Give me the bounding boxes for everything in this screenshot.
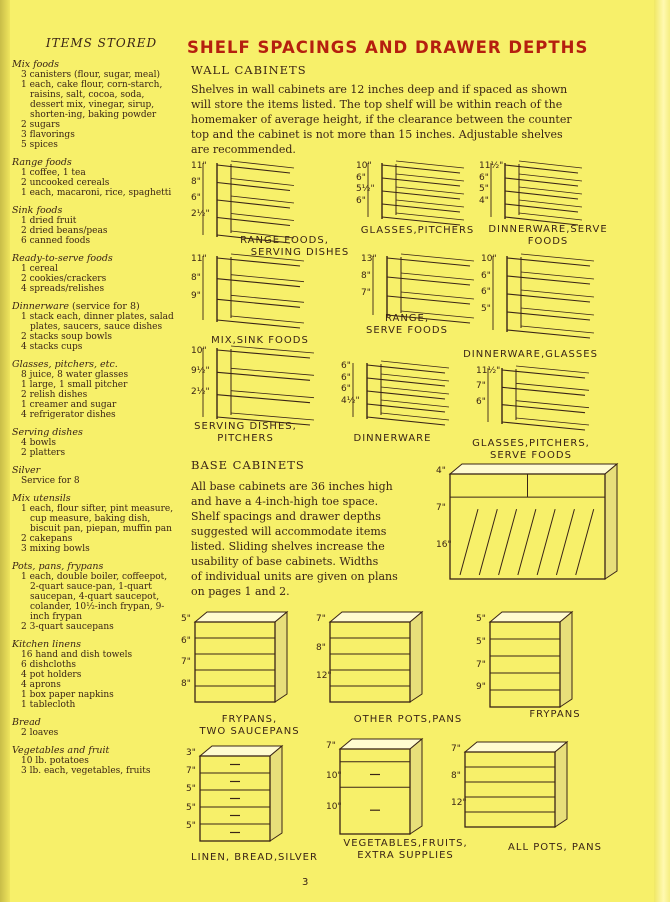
dimension-label: 5" [481, 303, 491, 314]
category-title-text: Kitchen linens [12, 639, 81, 650]
base-line: Shelf spacings and drawer depths [191, 510, 381, 523]
figure-caption: OTHER POTS,PANS [353, 714, 463, 725]
base-line: All base cabinets are 36 inches high [191, 480, 393, 493]
dimension-label: 11" [191, 161, 207, 171]
page-left-edge [0, 0, 10, 902]
page-number: 3 [302, 877, 309, 888]
dimension-label: 8" [361, 271, 371, 281]
wall-line: top and the cabinet is not more than 15 inches. Adjustable shelves [191, 128, 563, 141]
category-title [12, 359, 177, 370]
category-item: 2 uncooked cereals [21, 178, 110, 188]
dimension-label: 5" [186, 802, 196, 813]
dimension-label: 4" [479, 195, 489, 206]
base-cabinet-drawing [190, 742, 310, 859]
dimension-label: 8" [191, 177, 201, 187]
category-item: Service for 8 [21, 476, 80, 486]
dimension-label: 7" [361, 288, 371, 298]
category-item: 4 pot holders [21, 670, 82, 680]
category-item: 1 cereal [21, 264, 58, 274]
category-item: 1 large, 1 small pitcher [21, 380, 128, 390]
dimension-label: 6" [341, 372, 351, 383]
base-cabinet-drawing [330, 735, 450, 852]
category-item: 1 coffee, 1 tea [21, 168, 86, 178]
dimension-label: 4½" [341, 395, 360, 406]
figure-caption: VEGETABLES,FRUITS, [343, 838, 468, 849]
category-title [12, 561, 177, 572]
category-item: 1 tablecloth [21, 700, 76, 710]
wall-cabinet-drawing [195, 248, 310, 330]
category-item: 1 each, flour sifter, pint measure, cup measure, baking dish, biscuit pan, piepan, muffin pan [21, 504, 174, 534]
base-cabinet-drawing [320, 608, 450, 720]
wall-cabinet-drawing [345, 355, 455, 427]
dimension-label: 2½" [191, 209, 210, 219]
dimension-label: 10" [481, 254, 497, 264]
dimension-label: 11½" [479, 161, 504, 171]
dimension-label: 8" [181, 678, 191, 689]
figure-caption-line2: EXTRA SUPPLIES [357, 850, 454, 861]
dimension-label: 9" [476, 682, 486, 693]
dimension-label: 5" [186, 820, 196, 831]
category-item: 2 relish dishes [21, 390, 88, 400]
category [12, 427, 177, 458]
dimension-label: 10" [191, 346, 207, 356]
category-item: 2 platters [21, 448, 66, 458]
dimension-label: 10" [356, 161, 372, 171]
figure-caption: LINEN, BREAD,SILVER [191, 852, 318, 863]
page-title: SHELF SPACINGS AND DRAWER DEPTHS [187, 38, 589, 57]
category [12, 359, 177, 420]
dimension-label: 7" [476, 381, 486, 392]
dimension-label: 6" [356, 172, 366, 183]
figure-caption-line2: PITCHERS [217, 433, 274, 444]
dimension-label: 7" [326, 741, 336, 751]
page-right-edge [654, 0, 670, 902]
wall-line: homemaker of average height, if the clearance between the counter [191, 113, 572, 126]
category [12, 59, 177, 150]
dimension-label: 2½" [191, 386, 210, 397]
category-title [12, 301, 177, 312]
category-item: 3 canisters (flour, sugar, meal) [21, 70, 160, 80]
dimension-label: 7" [316, 614, 326, 624]
dimension-label: 11" [191, 254, 207, 264]
figure-caption: ALL POTS, PANS [508, 842, 602, 853]
category-item: 3 flavorings [21, 130, 75, 140]
figure-caption: GLASSES,PITCHERS, [472, 438, 590, 449]
category-item: 2 dried beans/peas [21, 226, 108, 236]
dimension-label: 16" [436, 540, 452, 550]
category-item: 4 spreads/relishes [21, 284, 105, 294]
figure-caption-line2: TWO SAUCEPANS [199, 726, 300, 737]
category [12, 465, 177, 486]
wall-line: are recommended. [191, 143, 296, 156]
category-item: 1 stack each, dinner plates, salad plates, saucers, sauce dishes [21, 312, 174, 332]
category-note: (service for 8) [69, 301, 140, 312]
figure-caption: DINNERWARE,GLASSES [463, 349, 598, 360]
category-item: 1 box paper napkins [21, 690, 114, 700]
dimension-label: 12" [316, 671, 332, 682]
category [12, 745, 177, 776]
category-item: 2 3-quart saucepans [21, 622, 114, 632]
category-title [12, 465, 177, 476]
category-item: 4 stacks cups [21, 342, 83, 352]
category-item: 4 aprons [21, 680, 61, 690]
dimension-label: 7" [181, 657, 191, 667]
wall-cabinet-drawing [195, 155, 300, 245]
category-title-text: Range foods [12, 157, 72, 168]
category-item: 4 bowls [21, 438, 56, 448]
category-item: 6 canned foods [21, 236, 91, 246]
category-title [12, 253, 177, 264]
category [12, 639, 177, 710]
wall-line: will store the items listed. The top shelf will be within reach of the [191, 98, 563, 111]
base-line: suggested will accommodate items [191, 525, 387, 538]
category-title [12, 427, 177, 438]
base-cabinets-text [191, 479, 411, 599]
dimension-label: 5" [476, 614, 486, 624]
dimension-label: 5½" [356, 184, 375, 194]
dimension-label: 6" [341, 361, 351, 371]
dimension-label: 7" [451, 744, 461, 754]
category-title [12, 717, 177, 728]
category-item: 2 sugars [21, 120, 61, 130]
category [12, 205, 177, 246]
category [12, 717, 177, 738]
category-title-text: Mix foods [12, 59, 60, 70]
figure-caption-line2: SERVE FOODS [490, 450, 572, 461]
dimension-label: 13" [361, 254, 377, 264]
dimension-label: 10" [326, 801, 342, 812]
dimension-label: 11½" [476, 366, 501, 376]
figure-caption-line2: SERVE FOODS [366, 325, 448, 336]
dimension-label: 5" [479, 184, 489, 194]
figure-caption: DINNERWARE,SERVE [488, 224, 608, 235]
base-cabinet-drawing [440, 460, 645, 597]
wall-cabinets-heading: WALL CABINETS [191, 63, 307, 77]
category-title [12, 493, 177, 504]
dimension-label: 6" [476, 396, 486, 407]
category [12, 157, 177, 198]
category-item: 2 loaves [21, 728, 59, 738]
category-title-text: Glasses, pitchers, etc. [12, 359, 118, 370]
category-item: 1 each, cake flour, corn-starch, raisins, salt, cocoa, soda, dessert mix, vinegar, sirup, shorten-ing, baking powder [21, 80, 163, 120]
category-item: 16 hand and dish towels [21, 650, 133, 660]
category [12, 301, 177, 352]
sidebar-title: ITEMS STORED [45, 36, 158, 50]
figure-caption-line2: FOODS [527, 236, 569, 247]
items-stored-sidebar [12, 36, 177, 783]
dimension-label: 5" [186, 784, 196, 795]
dimension-label: 6" [481, 270, 491, 281]
dimension-label: 5" [476, 636, 486, 647]
category-title [12, 157, 177, 168]
category-title-text: Pots, pans, frypans [12, 561, 104, 572]
base-line: of individual units are given on plans [191, 570, 398, 583]
figure-caption: MIX,SINK FOODS [211, 335, 309, 346]
dimension-label: 9½" [191, 366, 210, 377]
category-title [12, 745, 177, 756]
category-item: 2 cookies/crackers [21, 274, 107, 284]
base-cabinet-drawing [480, 608, 600, 725]
category-item: 4 refrigerator dishes [21, 410, 116, 420]
category-item: 5 spices [21, 140, 58, 150]
category-title-text: Dinnerware [12, 301, 70, 312]
dimension-label: 6" [341, 384, 351, 394]
category-item: 10 lb. potatoes [21, 756, 89, 766]
figure-caption: FRYPANS [529, 709, 581, 720]
dimension-label: 4" [436, 466, 446, 476]
dimension-label: 3" [186, 748, 196, 758]
category-title [12, 639, 177, 650]
category-item: 6 dishcloths [21, 660, 77, 670]
dimension-label: 8" [191, 272, 201, 283]
wall-cabinets-text [191, 82, 601, 157]
wall-cabinet-drawing [195, 340, 320, 427]
wall-line: Shelves in wall cabinets are 12 inches deep and if spaced as shown [191, 83, 568, 96]
category-title [12, 59, 177, 70]
dimension-label: 6" [479, 172, 489, 183]
base-cabinet-drawing [455, 738, 595, 845]
dimension-label: 6" [481, 287, 491, 297]
category-item: 3 lb. each, vegetables, fruits [21, 766, 151, 776]
category-item: 8 juice, 8 water glasses [21, 370, 129, 380]
category-title-text: Sink foods [12, 205, 63, 216]
category-list [12, 59, 177, 776]
category [12, 253, 177, 294]
dimension-label: 7" [476, 659, 486, 670]
dimension-label: 12" [451, 798, 467, 808]
category-title-text: Vegetables and fruit [12, 745, 110, 756]
figure-caption: FRYPANS, [221, 714, 278, 725]
figure-caption: SERVING DISHES [250, 247, 350, 258]
dimension-label: 8" [316, 642, 326, 653]
dimension-label: 10" [326, 771, 342, 782]
category-title-text: Bread [12, 717, 41, 728]
category-title [12, 205, 177, 216]
figure-caption: RANGE, [384, 313, 430, 324]
category-item: 1 each, macaroni, rice, spaghetti [21, 188, 172, 198]
wall-cabinet-drawing [360, 155, 470, 227]
category [12, 493, 177, 554]
category-title-text: Mix utensils [12, 493, 71, 504]
category-title-text: Silver [12, 465, 41, 476]
wall-cabinet-drawing [485, 248, 600, 340]
figure-caption: RANGE FOODS, [240, 235, 329, 246]
dimension-label: 5" [181, 614, 191, 624]
category-item: 1 creamer and sugar [21, 400, 117, 410]
figure-caption: SERVING DISHES, [194, 421, 297, 432]
category-item: 2 stacks soup bowls [21, 332, 112, 342]
category [12, 561, 177, 632]
base-cabinets-heading: BASE CABINETS [191, 458, 305, 472]
dimension-label: 7" [186, 766, 196, 777]
dimension-label: 6" [356, 195, 366, 206]
category-item: 1 dried fruit [21, 216, 77, 226]
category-item: 3 mixing bowls [21, 544, 90, 554]
category-title-text: Ready-to-serve foods [12, 253, 113, 264]
figure-caption: DINNERWARE [353, 433, 432, 444]
dimension-label: 6" [181, 635, 191, 646]
dimension-label: 7" [436, 503, 446, 513]
base-line: listed. Sliding shelves increase the [191, 540, 385, 553]
dimension-label: 8" [451, 771, 461, 781]
base-line: on pages 1 and 2. [191, 585, 290, 598]
base-line: and have a 4-inch-high toe space. [191, 495, 379, 508]
figure-caption: GLASSES,PITCHERS [360, 225, 475, 236]
base-line: usability of base cabinets. Widths [191, 555, 379, 568]
dimension-label: 6" [191, 193, 201, 203]
category-item: 1 each, double boiler, coffeepot, 2-quart sauce-pan, 1-quart saucepan, 4-quart saucepot, colander, 10½-inch frypan, 9-inch frypan [21, 572, 168, 622]
category-title-text: Serving dishes [12, 427, 83, 438]
category-item: 2 cakepans [21, 534, 73, 544]
base-cabinet-drawing [185, 608, 315, 720]
dimension-label: 9" [191, 291, 201, 302]
